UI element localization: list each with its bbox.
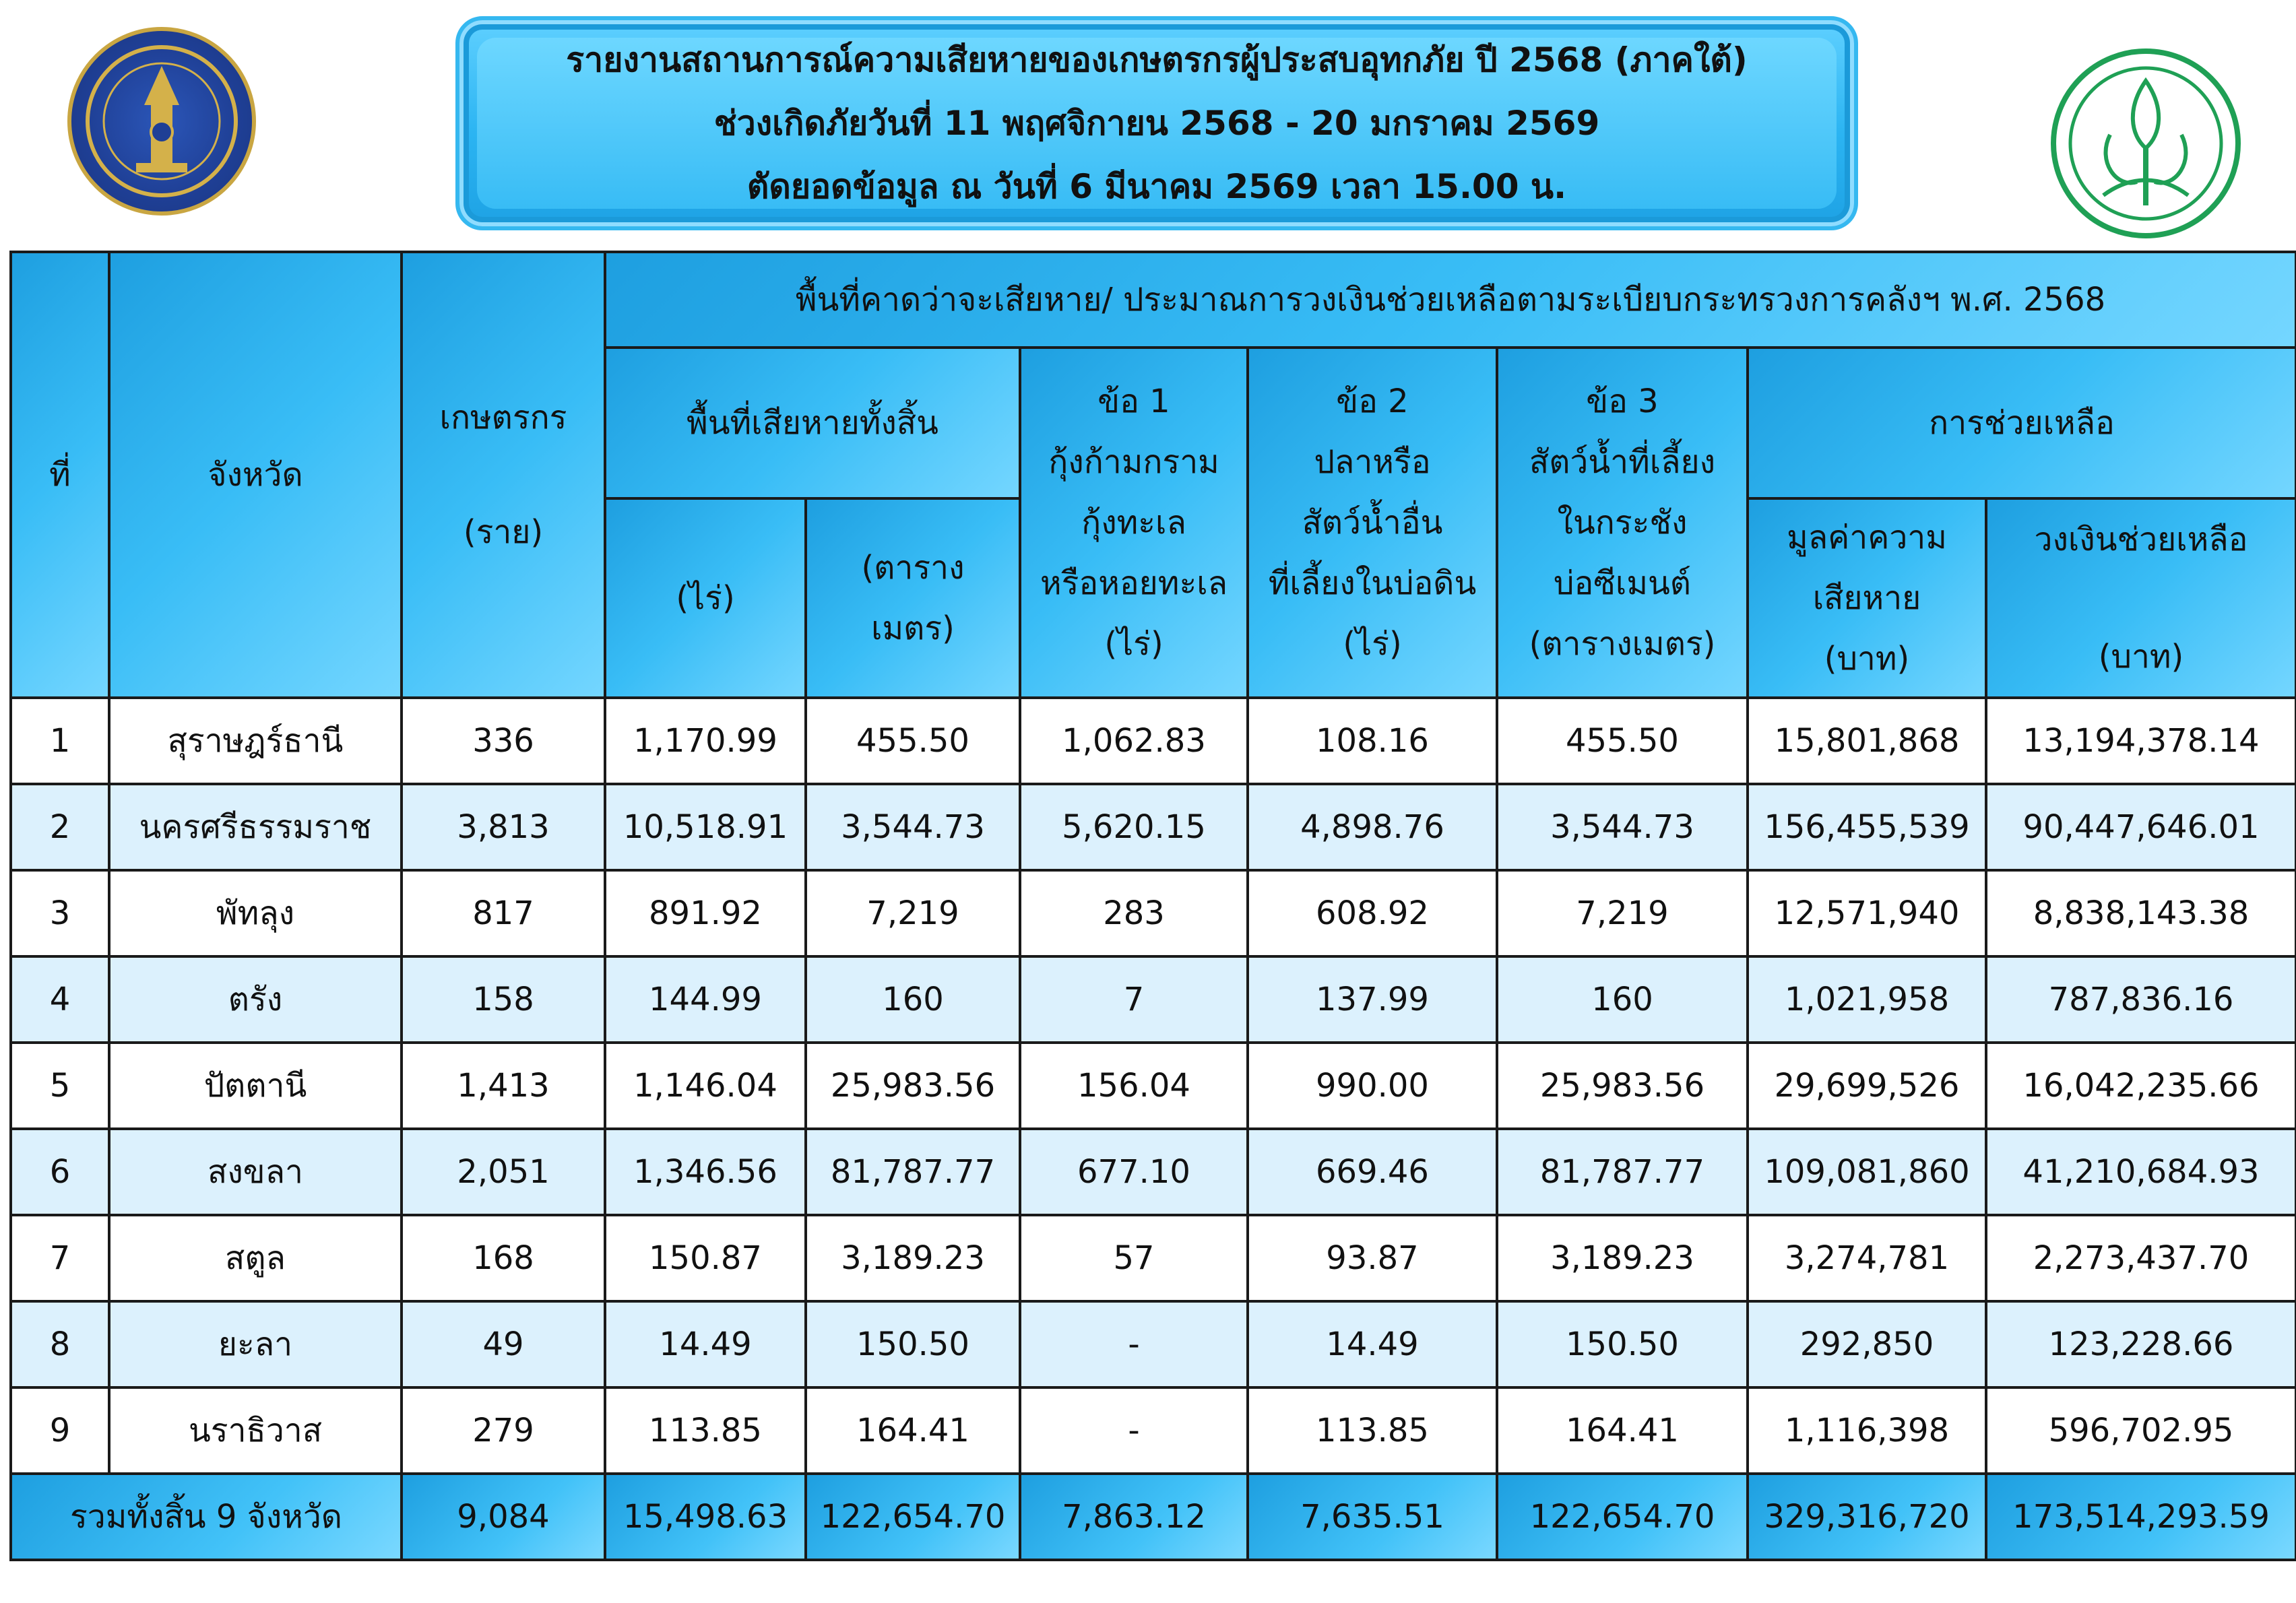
cell-province: สงขลา bbox=[109, 1129, 402, 1215]
header-group-main: พื้นที่คาดว่าจะเสียหาย/ ประมาณการวงเงินช่วยเหลือตามระเบียบกระทรวงการคลังฯ พ.ศ. 2568 bbox=[605, 252, 2296, 348]
cell-item3: 150.50 bbox=[1497, 1301, 1748, 1387]
cell-item3: 7,219 bbox=[1497, 870, 1748, 956]
cell-province: สุราษฎร์ธานี bbox=[109, 698, 402, 784]
cell-sqm: 3,189.23 bbox=[806, 1215, 1020, 1301]
cell-rai: 10,518.91 bbox=[605, 784, 806, 870]
cell-item2: 137.99 bbox=[1248, 956, 1497, 1043]
header-province: จังหวัด bbox=[109, 252, 402, 698]
cell-province: นราธิวาส bbox=[109, 1387, 402, 1474]
total-aid: 173,514,293.59 bbox=[1986, 1474, 2296, 1560]
header-sqm-line1: (ตาราง bbox=[861, 549, 965, 587]
cell-damage: 156,455,539 bbox=[1748, 784, 1986, 870]
cell-sqm: 7,219 bbox=[806, 870, 1020, 956]
cell-aid: 596,702.95 bbox=[1986, 1387, 2296, 1474]
header-item1-line3: กุ้งทะเล bbox=[1081, 504, 1186, 542]
table-row bbox=[11, 784, 2296, 870]
cell-item2: 108.16 bbox=[1248, 698, 1497, 784]
cell-item1: 677.10 bbox=[1020, 1129, 1248, 1215]
table-row bbox=[11, 1129, 2296, 1215]
report-period: ช่วงเกิดภัยวันที่ 11 พฤศจิกายน 2568 - 20 มกราคม 2569 bbox=[713, 104, 1600, 143]
cell-farmers: 1,413 bbox=[402, 1043, 605, 1129]
cell-item1: - bbox=[1020, 1387, 1248, 1474]
cell-no: 9 bbox=[11, 1387, 109, 1474]
cell-item1: 156.04 bbox=[1020, 1043, 1248, 1129]
cell-item2: 14.49 bbox=[1248, 1301, 1497, 1387]
header-total-area: พื้นที่เสียหายทั้งสิ้น bbox=[605, 348, 1020, 498]
cell-no: 1 bbox=[11, 698, 109, 784]
header-item3-line4: บ่อซีเมนต์ bbox=[1554, 564, 1691, 602]
total-row bbox=[11, 1474, 2296, 1560]
cell-item1: 5,620.15 bbox=[1020, 784, 1248, 870]
header-item2-line5: (ไร่) bbox=[1343, 625, 1402, 663]
header-item3-line5: (ตารางเมตร) bbox=[1529, 625, 1716, 663]
report-title-box bbox=[455, 16, 1858, 230]
header-item2-line2: ปลาหรือ bbox=[1314, 443, 1431, 481]
cell-sqm: 455.50 bbox=[806, 698, 1020, 784]
department-emblem-icon bbox=[2051, 48, 2241, 238]
cell-province: นครศรีธรรมราช bbox=[109, 784, 402, 870]
header-assistance: การช่วยเหลือ bbox=[1748, 348, 2296, 498]
cell-no: 2 bbox=[11, 784, 109, 870]
cell-damage: 109,081,860 bbox=[1748, 1129, 1986, 1215]
cell-item2: 93.87 bbox=[1248, 1215, 1497, 1301]
cell-item3: 455.50 bbox=[1497, 698, 1748, 784]
table-row bbox=[11, 1301, 2296, 1387]
header-item3-line1: ข้อ 3 bbox=[1586, 383, 1659, 420]
cell-sqm: 160 bbox=[806, 956, 1020, 1043]
cell-aid: 41,210,684.93 bbox=[1986, 1129, 2296, 1215]
header-aid bbox=[1986, 498, 2296, 698]
total-item3: 122,654.70 bbox=[1497, 1474, 1748, 1560]
cell-item2: 608.92 bbox=[1248, 870, 1497, 956]
cell-item3: 81,787.77 bbox=[1497, 1129, 1748, 1215]
cell-province: ยะลา bbox=[109, 1301, 402, 1387]
header-damage bbox=[1748, 498, 1986, 698]
cell-farmers: 336 bbox=[402, 698, 605, 784]
header-sqm-line2: เมตร) bbox=[871, 610, 955, 647]
cell-item2: 4,898.76 bbox=[1248, 784, 1497, 870]
cell-item2: 669.46 bbox=[1248, 1129, 1497, 1215]
cell-aid: 2,273,437.70 bbox=[1986, 1215, 2296, 1301]
header-damage-line1: มูลค่าความ bbox=[1787, 519, 1947, 556]
cell-rai: 113.85 bbox=[605, 1387, 806, 1474]
cell-sqm: 150.50 bbox=[806, 1301, 1020, 1387]
header-sqm bbox=[806, 498, 1020, 698]
cell-rai: 1,146.04 bbox=[605, 1043, 806, 1129]
cell-no: 3 bbox=[11, 870, 109, 956]
cell-damage: 12,571,940 bbox=[1748, 870, 1986, 956]
table-body bbox=[11, 698, 2296, 1474]
header-damage-line3: (บาท) bbox=[1824, 640, 1910, 678]
cell-rai: 14.49 bbox=[605, 1301, 806, 1387]
cell-rai: 150.87 bbox=[605, 1215, 806, 1301]
table-row bbox=[11, 1387, 2296, 1474]
cell-item3: 3,189.23 bbox=[1497, 1215, 1748, 1301]
cell-item1: 57 bbox=[1020, 1215, 1248, 1301]
cell-farmers: 158 bbox=[402, 956, 605, 1043]
header-farmers-unit: (ราย) bbox=[463, 513, 544, 551]
cell-farmers: 3,813 bbox=[402, 784, 605, 870]
cell-damage: 292,850 bbox=[1748, 1301, 1986, 1387]
cell-aid: 123,228.66 bbox=[1986, 1301, 2296, 1387]
header-item3 bbox=[1497, 348, 1748, 698]
header-aid-line1: วงเงินช่วยเหลือ bbox=[2034, 521, 2248, 558]
cell-farmers: 168 bbox=[402, 1215, 605, 1301]
cell-damage: 1,021,958 bbox=[1748, 956, 1986, 1043]
total-label: รวมทั้งสิ้น 9 จังหวัด bbox=[11, 1474, 402, 1560]
cell-damage: 15,801,868 bbox=[1748, 698, 1986, 784]
header-item1 bbox=[1020, 348, 1248, 698]
header-item2 bbox=[1248, 348, 1497, 698]
cell-province: พัทลุง bbox=[109, 870, 402, 956]
table-row bbox=[11, 698, 2296, 784]
cell-province: ปัตตานี bbox=[109, 1043, 402, 1129]
total-item2: 7,635.51 bbox=[1248, 1474, 1497, 1560]
cell-item1: 283 bbox=[1020, 870, 1248, 956]
cell-aid: 787,836.16 bbox=[1986, 956, 2296, 1043]
cell-item1: 7 bbox=[1020, 956, 1248, 1043]
report-title-inner bbox=[477, 38, 1837, 209]
cell-aid: 16,042,235.66 bbox=[1986, 1043, 2296, 1129]
report-cutoff: ตัดยอดข้อมูล ณ วันที่ 6 มีนาคม 2569 เวลา 15.00 น. bbox=[746, 167, 1567, 206]
government-seal-graphic bbox=[71, 31, 252, 211]
header-item2-line1: ข้อ 2 bbox=[1336, 383, 1409, 420]
cell-farmers: 49 bbox=[402, 1301, 605, 1387]
cell-sqm: 164.41 bbox=[806, 1387, 1020, 1474]
header-item3-line2: สัตว์น้ำที่เลี้ยง bbox=[1529, 443, 1716, 481]
cell-farmers: 817 bbox=[402, 870, 605, 956]
cell-item3: 25,983.56 bbox=[1497, 1043, 1748, 1129]
cell-damage: 1,116,398 bbox=[1748, 1387, 1986, 1474]
cell-no: 6 bbox=[11, 1129, 109, 1215]
header-item1-line1: ข้อ 1 bbox=[1097, 383, 1170, 420]
header-item2-line4: ที่เลี้ยงในบ่อดิน bbox=[1268, 564, 1477, 602]
cell-farmers: 279 bbox=[402, 1387, 605, 1474]
total-sqm: 122,654.70 bbox=[806, 1474, 1020, 1560]
header-rai: (ไร่) bbox=[605, 498, 806, 698]
header-item1-line4: หรือหอยทะเล bbox=[1040, 564, 1228, 602]
total-damage: 329,316,720 bbox=[1748, 1474, 1986, 1560]
cell-no: 4 bbox=[11, 956, 109, 1043]
table-row bbox=[11, 1215, 2296, 1301]
cell-item3: 164.41 bbox=[1497, 1387, 1748, 1474]
government-seal-icon bbox=[67, 27, 256, 216]
cell-damage: 29,699,526 bbox=[1748, 1043, 1986, 1129]
cell-item3: 3,544.73 bbox=[1497, 784, 1748, 870]
department-emblem-graphic bbox=[2056, 54, 2235, 233]
cell-item2: 113.85 bbox=[1248, 1387, 1497, 1474]
cell-item3: 160 bbox=[1497, 956, 1748, 1043]
cell-province: ตรัง bbox=[109, 956, 402, 1043]
cell-no: 5 bbox=[11, 1043, 109, 1129]
cell-item1: 1,062.83 bbox=[1020, 698, 1248, 784]
total-farmers: 9,084 bbox=[402, 1474, 605, 1560]
table-row bbox=[11, 956, 2296, 1043]
cell-sqm: 81,787.77 bbox=[806, 1129, 1020, 1215]
cell-rai: 144.99 bbox=[605, 956, 806, 1043]
cell-no: 7 bbox=[11, 1215, 109, 1301]
header-farmers bbox=[402, 252, 605, 698]
report-title: รายงานสถานการณ์ความเสียหายของเกษตรกรผู้ประสบอุทกภัย ปี 2568 (ภาคใต้) bbox=[566, 40, 1748, 79]
cell-farmers: 2,051 bbox=[402, 1129, 605, 1215]
cell-sqm: 25,983.56 bbox=[806, 1043, 1020, 1129]
damage-table bbox=[9, 251, 2296, 1561]
table-row bbox=[11, 870, 2296, 956]
header-damage-line2: เสียหาย bbox=[1812, 579, 1921, 617]
table-row bbox=[11, 1043, 2296, 1129]
cell-aid: 8,838,143.38 bbox=[1986, 870, 2296, 956]
cell-rai: 891.92 bbox=[605, 870, 806, 956]
cell-rai: 1,346.56 bbox=[605, 1129, 806, 1215]
cell-damage: 3,274,781 bbox=[1748, 1215, 1986, 1301]
cell-aid: 13,194,378.14 bbox=[1986, 698, 2296, 784]
cell-item2: 990.00 bbox=[1248, 1043, 1497, 1129]
cell-sqm: 3,544.73 bbox=[806, 784, 1020, 870]
header-item1-line5: (ไร่) bbox=[1104, 625, 1163, 663]
total-item1: 7,863.12 bbox=[1020, 1474, 1248, 1560]
header-item2-line3: สัตว์น้ำอื่น bbox=[1302, 504, 1443, 542]
cell-no: 8 bbox=[11, 1301, 109, 1387]
header-no: ที่ bbox=[11, 252, 109, 698]
header-farmers-label: เกษตรกร bbox=[439, 399, 567, 436]
cell-province: สตูล bbox=[109, 1215, 402, 1301]
cell-aid: 90,447,646.01 bbox=[1986, 784, 2296, 870]
total-rai: 15,498.63 bbox=[605, 1474, 806, 1560]
cell-rai: 1,170.99 bbox=[605, 698, 806, 784]
header-aid-line2: (บาท) bbox=[2098, 638, 2184, 676]
header-item1-line2: กุ้งก้ามกราม bbox=[1048, 443, 1219, 481]
cell-item1: - bbox=[1020, 1301, 1248, 1387]
header-item3-line3: ในกระชัง bbox=[1557, 504, 1688, 542]
